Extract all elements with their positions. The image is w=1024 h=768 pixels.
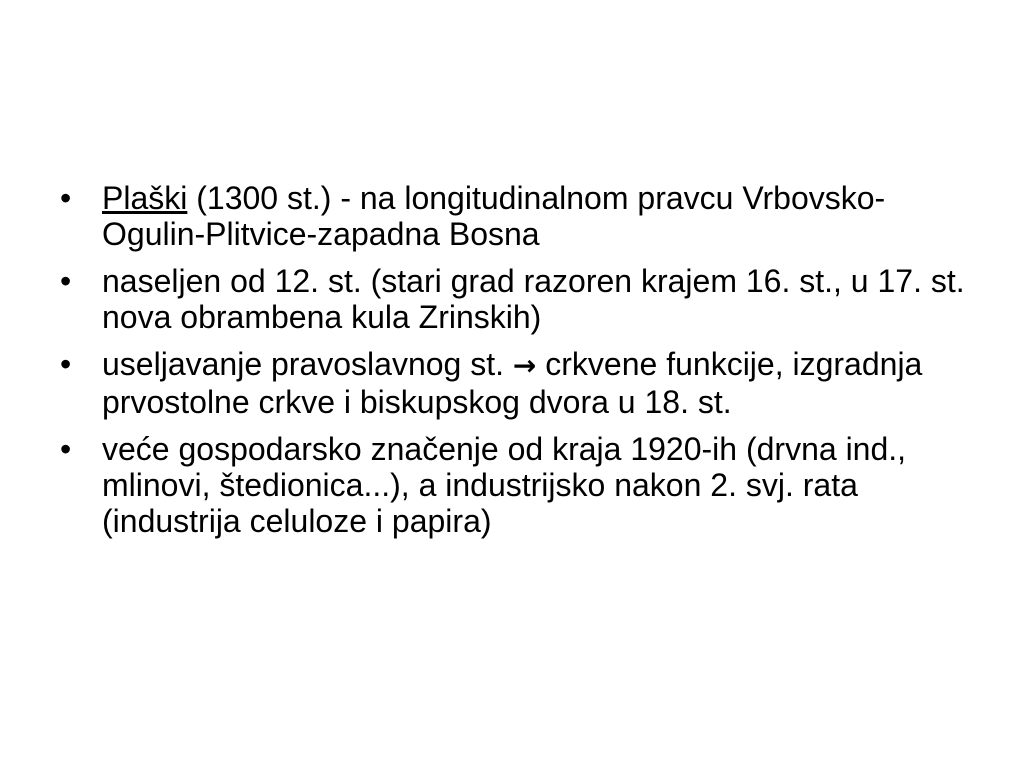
bullet-list [60, 180, 980, 550]
bullet-text: veće gospodarsko značenje od kraja 1920-ih (drvna ind., mlinovi, štedionica...), a industrijsko nakon 2. svj. rata (industrija celuloze i papira) [102, 431, 907, 539]
bullet-icon: • [60, 431, 72, 467]
bullet-text: (1300 st.) - na longitudinalnom pravcu Vrbovsko-Ogulin-Plitvice-zapadna Bosna [102, 180, 886, 252]
plaski-link[interactable]: Plaški [102, 180, 188, 216]
bullet-text-before: useljavanje pravoslavnog st. [102, 346, 513, 382]
bullet-text-after: crkvene funkcije, izgradnja prvostolne crkve i biskupskog dvora u 18. st. [102, 346, 923, 420]
bullet-item-useljavanje [60, 346, 980, 420]
bullet-icon: • [60, 180, 72, 216]
bullet-item-gospodarsko [60, 431, 980, 539]
bullet-item-naseljen [60, 263, 980, 335]
bullet-icon: • [60, 346, 72, 382]
bullet-text: naseljen od 12. st. (stari grad razoren krajem 16. st., u 17. st. nova obrambena kula Zrinskih) [102, 263, 965, 335]
bullet-icon: • [60, 263, 72, 299]
bullet-item-plaski [60, 180, 980, 252]
arrow-right-icon: → [512, 349, 537, 382]
